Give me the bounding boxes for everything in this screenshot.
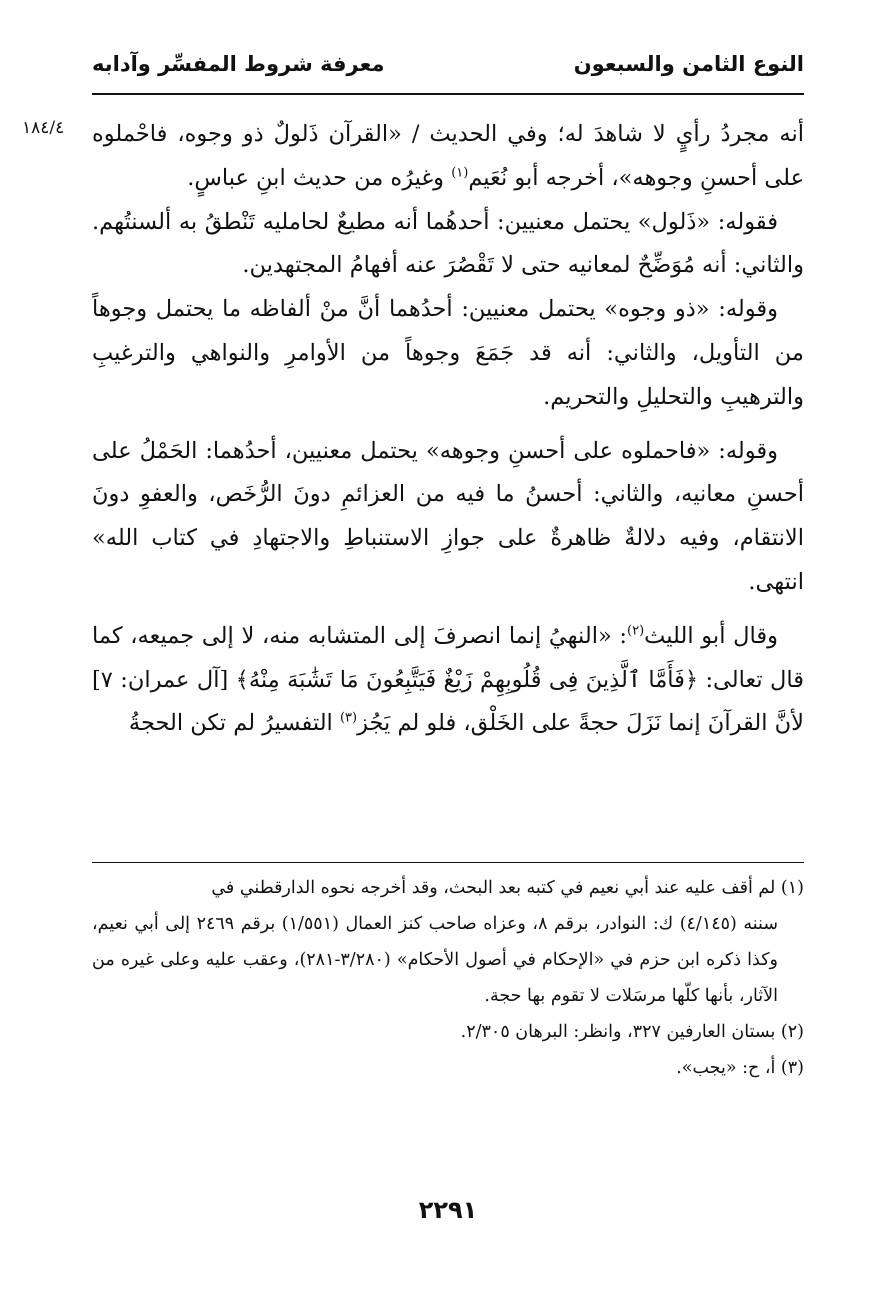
paragraph: وقوله: «ذو وجوه» يحتمل معنيين: أحدُهما أنَّ منْ ألفاظه ما يحتمل وجوهاً من التأويل، والثاني: أنه قد جَمَعَ وجوهاً من الأوامرِ والنواهي والترغيبِ والترهيبِ والتحليلِ والتحريم. <box>92 296 804 410</box>
footnote-marker: (١) <box>451 165 469 181</box>
footnote-divider <box>92 862 804 863</box>
footnote-2: (٢) بستان العارفين ٣٢٧، وانظر: البرهان ٢/٣٠٥. <box>460 1022 804 1042</box>
footnote-marker: (٢) <box>627 623 645 639</box>
page-number: ٢٢٩١ <box>418 1196 478 1224</box>
paragraph: وقال أبو الليث$^{(٢)}$: «النهيُ إنما انصرفَ إلى المتشابه منه، لا إلى جميعه، كما قال تعالى: ﴿فَأَمَّا ٱلَّذِينَ فِى قُلُوبِهِمْ زَيْغٌ فَيَتَّبِعُونَ مَا تَشَٰبَهَ مِنْهُ﴾ [آل عمران: ٧] لأنَّ القرآنَ إنما نَزَلَ حجةً على الخَلْق، فلو لم يَجُز$^{(٣)}$ التفسيرُ لم تكن الحجةُ <box>92 622 804 737</box>
header-divider <box>92 93 804 95</box>
header-section-title: معرفة شروط المفسِّر وآدابه <box>92 52 385 76</box>
margin-reference: ١٨٤/٤ <box>22 118 65 138</box>
paragraph: فقوله: «ذَلول» يحتمل معنيين: أحدهُما أنه مطيعٌ لحامليه تَنْطقُ به ألسنتُهم. والثاني: أنه مُوَضِّحٌ لمعانيه حتى لا تَقْصُرَ عنه أفهامُ المجتهدين. <box>92 208 804 279</box>
header-chapter-title: النوع الثامن والسبعون <box>573 52 804 76</box>
footnote-3: (٣) أ، ح: «يجب». <box>676 1058 804 1078</box>
footnote-1: (١) لم أقف عليه عند أبي نعيم في كتبه بعد البحث، وقد أخرجه نحوه الدارقطني في <box>211 878 804 898</box>
paragraph: أنه مجردُ رأيٍ لا شاهدَ له؛ وفي الحديث / «القرآن ذَلولٌ ذو وجوه، فاحْملوه على أحسنِ وجوهه»، أخرجه أبو نُعَيم$^{(١)}$ وغيرُه من حديث ابنِ عباسٍ. <box>92 121 804 191</box>
footnote-1-continued: سننه (٤/١٤٥) ك: النوادر، برقم ٨، وعزاه صاحب كنز العمال (١/٥٥١) برقم ٢٤٦٩ إلى أبي نعيم، وكذا ذكره ابن حزم في «الإحكام في أصول الأحكام» (٣/٢٨٠-٢٨١)، وعقب عليه وعلى غيره من الآثار، بأنها كلّها مرسَلات لا تقوم بها حجة. <box>92 914 779 1006</box>
main-text <box>92 113 804 746</box>
footnotes <box>92 870 804 1086</box>
running-header <box>92 42 804 86</box>
footnote-marker: (٣) <box>339 710 358 726</box>
paragraph: وقوله: «فاحملوه على أحسنِ وجوهه» يحتمل معنيين، أحدُهما: الحَمْلُ على أحسنِ معانيه، والثاني: أحسنُ ما فيه من العزائمِ دونَ الرُّخَص، والعفوِ دونَ الانتقام، وفيه دلالةٌ ظاهرةٌ على جوازِ الاستنباطِ والاجتهادِ في كتاب الله» انتهى. <box>92 437 804 595</box>
